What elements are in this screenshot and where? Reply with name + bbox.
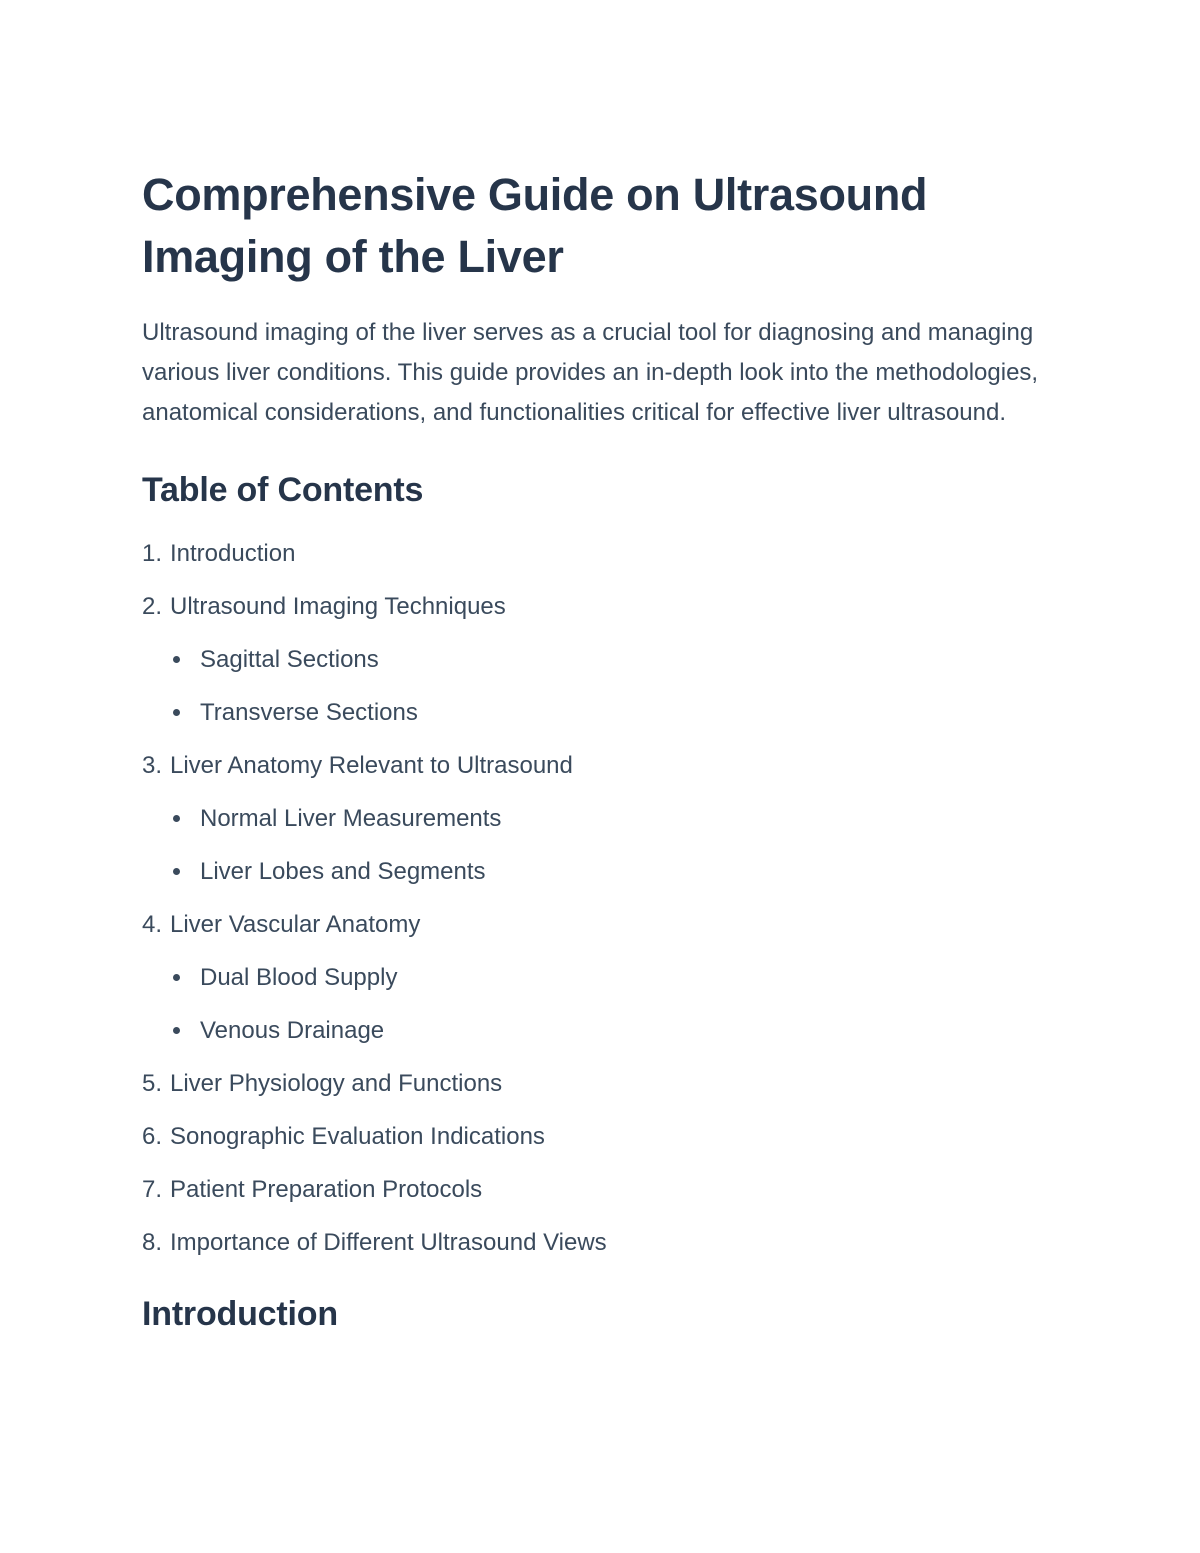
toc-item-evaluation-indications[interactable] bbox=[142, 1110, 1062, 1163]
intro-paragraph: Ultrasound imaging of the liver serves as a crucial tool for diagnosing and managing various liver conditions. This guide provides an in-depth look into the methodologies, anatomical considerations, and functionalities critical for effective liver ultrasound. bbox=[142, 319, 1039, 426]
bullet-icon bbox=[173, 815, 180, 822]
toc-sublabel: Normal Liver Measurements bbox=[200, 805, 502, 832]
table-of-contents bbox=[142, 527, 1062, 1269]
bullet-icon bbox=[173, 709, 180, 716]
toc-sublist bbox=[142, 951, 1062, 1057]
toc-number: 1. bbox=[142, 540, 163, 567]
toc-label: Sonographic Evaluation Indications bbox=[170, 1123, 545, 1150]
toc-label: Liver Anatomy Relevant to Ultrasound bbox=[170, 752, 573, 779]
toc-subitem-transverse-sections[interactable] bbox=[142, 686, 1062, 739]
toc-label: Liver Physiology and Functions bbox=[170, 1070, 503, 1097]
toc-item-patient-preparation[interactable] bbox=[142, 1163, 1062, 1216]
toc-number: 5. bbox=[142, 1070, 163, 1097]
toc-sublabel: Liver Lobes and Segments bbox=[200, 858, 486, 885]
toc-item-liver-anatomy[interactable] bbox=[142, 739, 1062, 792]
bullet-icon bbox=[173, 656, 180, 663]
section-heading-introduction: Introduction bbox=[142, 1295, 338, 1333]
toc-sublist-container bbox=[142, 633, 1062, 739]
bullet-icon bbox=[173, 868, 180, 875]
bullet-icon bbox=[173, 974, 180, 981]
bullet-icon bbox=[173, 1027, 180, 1034]
toc-label: Ultrasound Imaging Techniques bbox=[170, 593, 506, 620]
toc-sublist bbox=[142, 792, 1062, 898]
toc-label: Liver Vascular Anatomy bbox=[170, 911, 421, 938]
toc-sublabel: Dual Blood Supply bbox=[200, 964, 398, 991]
toc-subitem-dual-blood-supply[interactable] bbox=[142, 951, 1062, 1004]
toc-label: Introduction bbox=[170, 540, 296, 567]
toc-number: 8. bbox=[142, 1229, 163, 1256]
page-title: Comprehensive Guide on Ultrasound Imaging of the Liver bbox=[142, 169, 928, 282]
toc-number: 6. bbox=[142, 1123, 163, 1150]
toc-subitem-lobes-segments[interactable] bbox=[142, 845, 1062, 898]
toc-sublist bbox=[142, 633, 1062, 739]
toc-subitem-sagittal-sections[interactable] bbox=[142, 633, 1062, 686]
toc-number: 2. bbox=[142, 593, 163, 620]
toc-subitem-normal-measurements[interactable] bbox=[142, 792, 1062, 845]
toc-item-ultrasound-views[interactable] bbox=[142, 1216, 1062, 1269]
toc-sublabel: Sagittal Sections bbox=[200, 646, 379, 673]
toc-label: Importance of Different Ultrasound Views bbox=[170, 1229, 607, 1256]
toc-number: 3. bbox=[142, 752, 163, 779]
toc-subitem-venous-drainage[interactable] bbox=[142, 1004, 1062, 1057]
toc-number: 7. bbox=[142, 1176, 163, 1203]
toc-sublist-container bbox=[142, 792, 1062, 898]
toc-sublist-container bbox=[142, 951, 1062, 1057]
toc-item-vascular-anatomy[interactable] bbox=[142, 898, 1062, 951]
toc-item-physiology[interactable] bbox=[142, 1057, 1062, 1110]
toc-sublabel: Venous Drainage bbox=[200, 1017, 385, 1044]
toc-item-introduction[interactable] bbox=[142, 527, 1062, 580]
document-page bbox=[142, 164, 1062, 1341]
toc-label: Patient Preparation Protocols bbox=[170, 1176, 483, 1203]
toc-number: 4. bbox=[142, 911, 163, 938]
toc-sublabel: Transverse Sections bbox=[200, 699, 418, 726]
toc-heading: Table of Contents bbox=[142, 471, 424, 509]
toc-item-imaging-techniques[interactable] bbox=[142, 580, 1062, 633]
